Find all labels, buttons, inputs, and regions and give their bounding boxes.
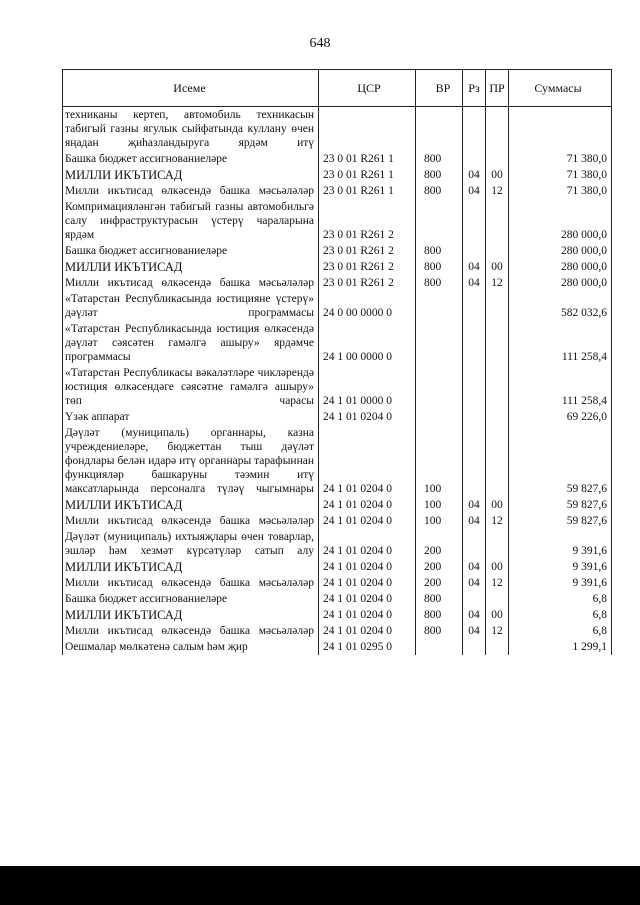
item-sum: 111 258,4 xyxy=(509,365,612,409)
table-row xyxy=(63,639,612,655)
item-pr: 00 xyxy=(486,607,509,623)
item-pr: 12 xyxy=(486,183,509,199)
item-pr xyxy=(486,639,509,655)
item-name: МИЛЛИ ИКЪТИСАД xyxy=(63,607,319,623)
table-row xyxy=(63,259,612,275)
item-csr: 24 1 01 0204 0 xyxy=(319,607,416,623)
item-csr xyxy=(319,107,416,152)
item-name: МИЛЛИ ИКЪТИСАД xyxy=(63,559,319,575)
item-name: Үзәк аппарат xyxy=(63,409,319,425)
table-row xyxy=(63,321,612,365)
item-name: Башка бюджет ассигнованиеләре xyxy=(63,243,319,259)
item-name: МИЛЛИ ИКЪТИСАД xyxy=(63,497,319,513)
item-csr: 24 1 01 0204 0 xyxy=(319,575,416,591)
item-pr xyxy=(486,243,509,259)
item-rz: 04 xyxy=(463,275,486,291)
header-csr: ЦСР xyxy=(319,70,416,107)
table-row xyxy=(63,623,612,639)
item-csr: 24 1 01 0204 0 xyxy=(319,409,416,425)
item-rz: 04 xyxy=(463,559,486,575)
item-rz: 04 xyxy=(463,607,486,623)
table-row xyxy=(63,591,612,607)
item-name: «Татарстан Республикасында юстиция өлкәсендә дәүләт сәясәтен гамәлгә ашыру» ярдәмче программасы xyxy=(63,321,319,365)
item-sum: 280 000,0 xyxy=(509,199,612,243)
item-rz: 04 xyxy=(463,497,486,513)
table-row xyxy=(63,365,612,409)
item-rz xyxy=(463,151,486,167)
item-rz xyxy=(463,529,486,559)
table-row xyxy=(63,607,612,623)
table-row xyxy=(63,497,612,513)
item-pr xyxy=(486,591,509,607)
item-vr xyxy=(416,321,463,365)
item-sum: 69 226,0 xyxy=(509,409,612,425)
item-csr: 24 1 01 0295 0 xyxy=(319,639,416,655)
item-rz: 04 xyxy=(463,575,486,591)
item-rz xyxy=(463,365,486,409)
item-name: Компримацияләнгән табигый газны автомобильгә салу инфраструктурасын үстерү чараларына ярдәм xyxy=(63,199,319,243)
item-pr xyxy=(486,291,509,321)
item-rz: 04 xyxy=(463,623,486,639)
item-rz xyxy=(463,291,486,321)
item-vr: 100 xyxy=(416,513,463,529)
item-pr: 12 xyxy=(486,513,509,529)
item-rz xyxy=(463,591,486,607)
item-pr xyxy=(486,365,509,409)
item-csr: 23 0 01 R261 2 xyxy=(319,243,416,259)
item-vr: 200 xyxy=(416,575,463,591)
table-row xyxy=(63,513,612,529)
table-row xyxy=(63,575,612,591)
item-name: Дәүләт (муниципаль) органнары, казна учреждениеләре, бюджеттан тыш дәүләт фондлары белән идарә итү органнары тарафыннан функцияләр башкаруны тәэмин итү максатларында персоналга түләү чыгымнары xyxy=(63,425,319,497)
item-rz xyxy=(463,639,486,655)
item-csr: 24 1 00 0000 0 xyxy=(319,321,416,365)
item-rz xyxy=(463,199,486,243)
item-pr xyxy=(486,321,509,365)
item-vr: 800 xyxy=(416,243,463,259)
table-row xyxy=(63,243,612,259)
item-vr: 800 xyxy=(416,591,463,607)
item-csr: 23 0 01 R261 1 xyxy=(319,151,416,167)
item-sum: 1 299,1 xyxy=(509,639,612,655)
header-sum: Суммасы xyxy=(509,70,612,107)
item-rz xyxy=(463,107,486,152)
table-row xyxy=(63,425,612,497)
item-rz: 04 xyxy=(463,183,486,199)
item-rz xyxy=(463,243,486,259)
item-sum: 280 000,0 xyxy=(509,275,612,291)
item-vr: 800 xyxy=(416,151,463,167)
item-vr: 100 xyxy=(416,425,463,497)
item-sum: 280 000,0 xyxy=(509,243,612,259)
item-sum: 6,8 xyxy=(509,623,612,639)
item-pr xyxy=(486,199,509,243)
header-rz: Рз xyxy=(463,70,486,107)
item-vr: 800 xyxy=(416,167,463,183)
item-sum: 280 000,0 xyxy=(509,259,612,275)
item-name: Оешмалар мөлкәтенә салым һәм җир xyxy=(63,639,319,655)
item-name: Дәүләт (муниципаль) ихтыяҗлары өчен товарлар, эшләр һәм хезмәт күрсәтүләр сатып алу xyxy=(63,529,319,559)
table-row xyxy=(63,529,612,559)
item-csr: 23 0 01 R261 1 xyxy=(319,167,416,183)
item-sum xyxy=(509,107,612,152)
item-rz xyxy=(463,409,486,425)
item-vr: 800 xyxy=(416,259,463,275)
item-sum: 9 391,6 xyxy=(509,559,612,575)
item-csr: 23 0 01 R261 1 xyxy=(319,183,416,199)
item-vr: 100 xyxy=(416,497,463,513)
item-vr: 800 xyxy=(416,607,463,623)
item-vr xyxy=(416,365,463,409)
item-sum: 582 032,6 xyxy=(509,291,612,321)
table-row xyxy=(63,291,612,321)
item-csr: 24 1 01 0000 0 xyxy=(319,365,416,409)
item-sum: 9 391,6 xyxy=(509,575,612,591)
item-name: Милли икътисад өлкәсендә башка мәсьәләләр xyxy=(63,575,319,591)
item-vr xyxy=(416,199,463,243)
budget-table xyxy=(62,69,612,655)
item-pr xyxy=(486,409,509,425)
item-csr: 24 1 01 0204 0 xyxy=(319,497,416,513)
item-name: Милли икътисад өлкәсендә башка мәсьәләләр xyxy=(63,513,319,529)
item-pr: 00 xyxy=(486,559,509,575)
item-pr xyxy=(486,529,509,559)
item-sum: 71 380,0 xyxy=(509,151,612,167)
item-sum: 71 380,0 xyxy=(509,183,612,199)
table-row xyxy=(63,275,612,291)
item-csr: 24 1 01 0204 0 xyxy=(319,623,416,639)
header-pr: ПР xyxy=(486,70,509,107)
item-sum: 9 391,6 xyxy=(509,529,612,559)
table-row xyxy=(63,167,612,183)
item-pr: 00 xyxy=(486,259,509,275)
item-pr xyxy=(486,107,509,152)
table-row xyxy=(63,199,612,243)
item-csr: 24 1 01 0204 0 xyxy=(319,513,416,529)
item-csr: 24 0 00 0000 0 xyxy=(319,291,416,321)
item-name: Милли икътисад өлкәсендә башка мәсьәләләр xyxy=(63,183,319,199)
item-pr: 00 xyxy=(486,497,509,513)
item-name: МИЛЛИ ИКЪТИСАД xyxy=(63,167,319,183)
item-vr xyxy=(416,107,463,152)
item-sum: 59 827,6 xyxy=(509,513,612,529)
item-sum: 59 827,6 xyxy=(509,425,612,497)
item-pr: 12 xyxy=(486,275,509,291)
item-rz: 04 xyxy=(463,259,486,275)
item-name: Башка бюджет ассигнованиеләре xyxy=(63,151,319,167)
item-pr: 12 xyxy=(486,623,509,639)
page-number: 648 xyxy=(309,36,331,51)
item-csr: 24 1 01 0204 0 xyxy=(319,425,416,497)
item-name: «Татарстан Республикасында юстицияне үстерү» дәүләт программасы xyxy=(63,291,319,321)
item-rz: 04 xyxy=(463,513,486,529)
item-csr: 23 0 01 R261 2 xyxy=(319,259,416,275)
item-vr: 200 xyxy=(416,529,463,559)
item-vr xyxy=(416,409,463,425)
item-vr xyxy=(416,291,463,321)
item-name: Милли икътисад өлкәсендә башка мәсьәләләр xyxy=(63,623,319,639)
header-name: Исеме xyxy=(63,70,319,107)
item-name: МИЛЛИ ИКЪТИСАД xyxy=(63,259,319,275)
item-vr: 800 xyxy=(416,275,463,291)
item-csr: 24 1 01 0204 0 xyxy=(319,591,416,607)
item-pr: 12 xyxy=(486,575,509,591)
item-sum: 6,8 xyxy=(509,591,612,607)
item-rz xyxy=(463,425,486,497)
item-pr xyxy=(486,151,509,167)
item-pr: 00 xyxy=(486,167,509,183)
scan-bottom-band xyxy=(0,866,640,905)
item-vr xyxy=(416,639,463,655)
item-sum: 111 258,4 xyxy=(509,321,612,365)
table-row xyxy=(63,151,612,167)
item-vr: 800 xyxy=(416,623,463,639)
table-row xyxy=(63,183,612,199)
table-row xyxy=(63,409,612,425)
item-name: Башка бюджет ассигнованиеләре xyxy=(63,591,319,607)
item-sum: 59 827,6 xyxy=(509,497,612,513)
item-name: Милли икътисад өлкәсендә башка мәсьәләләр xyxy=(63,275,319,291)
item-csr: 23 0 01 R261 2 xyxy=(319,199,416,243)
item-rz xyxy=(463,321,486,365)
table-row xyxy=(63,559,612,575)
item-sum: 6,8 xyxy=(509,607,612,623)
item-vr: 800 xyxy=(416,183,463,199)
item-sum: 71 380,0 xyxy=(509,167,612,183)
item-name: техниканы кертеп, автомобиль техникасын табигый газны ягулык сыйфатында куллану өчен яңадан җиһазландыруга ярдәм итү xyxy=(63,107,319,152)
item-name: «Татарстан Республикасы вәкаләтләре чикләрендә юстиция өлкәсендәге сәясәтне гамәлгә ашыру» төп чарасы xyxy=(63,365,319,409)
item-csr: 24 1 01 0204 0 xyxy=(319,559,416,575)
item-pr xyxy=(486,425,509,497)
table-row xyxy=(63,107,612,152)
item-csr: 24 1 01 0204 0 xyxy=(319,529,416,559)
item-rz: 04 xyxy=(463,167,486,183)
table-header-row xyxy=(63,70,612,107)
item-csr: 23 0 01 R261 2 xyxy=(319,275,416,291)
header-vr: ВР xyxy=(416,70,463,107)
item-vr: 200 xyxy=(416,559,463,575)
